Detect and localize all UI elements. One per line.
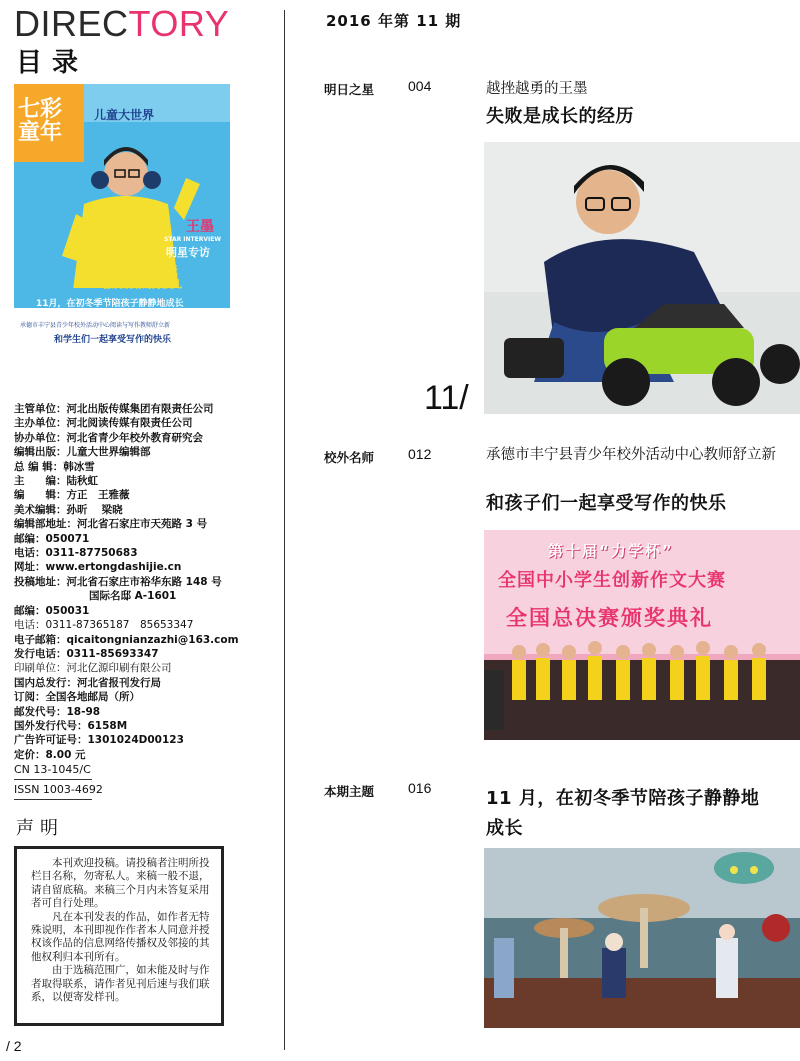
cover-slogan-2: 喜欢眼睛的男孩儿 <box>102 280 182 291</box>
cover-slogan-1: 一个喜欢蓝天 <box>118 266 178 277</box>
entry-page[interactable]: 016 <box>408 780 432 796</box>
masthead-line: 定价：8.00 元 <box>14 748 86 761</box>
cover-headline: 11月，在初冬季节陪孩子静静地成长 <box>36 299 184 309</box>
issue-big-number: 11/ <box>420 378 473 418</box>
entry-page[interactable]: 012 <box>408 446 432 462</box>
declaration-title: 声明 <box>16 818 64 839</box>
entry-title[interactable]: 失败是成长的经历 <box>486 106 634 127</box>
cn-number: CN 13-1045/C <box>14 763 91 776</box>
cover-line-2: 和学生们一起享受写作的快乐 <box>54 335 172 345</box>
masthead-line: 美术编辑：孙昕 梁晓 <box>14 503 123 516</box>
banner-line-2: 全国中小学生创新作文大赛 <box>498 570 726 591</box>
masthead-line: 广告许可证号：1301024D00123 <box>14 734 184 747</box>
photo-wonderland <box>484 848 800 1028</box>
entry-page[interactable]: 004 <box>408 78 432 94</box>
masthead-line: 邮发代号：18-98 <box>14 705 101 718</box>
entry-column: 明日之星 <box>324 82 375 97</box>
masthead-line: 投稿地址：河北省石家庄市裕华东路 148 号 <box>14 575 222 588</box>
declaration-paragraph: 凡在本刊发表的作品，如作者无特殊说明，本刊即视作作者本人同意并授权该作品的信息网络传播权及邻接的其他权利归本刊所有。 <box>31 910 210 963</box>
cover-star-cn: 明星专访 <box>166 246 210 259</box>
declaration-paragraph: 由于选稿范围广，如未能及时与作者取得联系，请作者见刊后速与我们联系，以便寄发样刊。 <box>31 964 210 1004</box>
column-divider <box>284 10 285 1050</box>
cover-name: 王墨 <box>186 219 214 235</box>
masthead-line: 邮编：050071 <box>14 532 90 545</box>
masthead-line: 主办单位：河北阅读传媒有限责任公司 <box>14 417 193 430</box>
masthead-line: 国外发行代号：6158M <box>14 719 128 732</box>
entry-subtitle: 越挫越勇的王墨 <box>486 81 588 97</box>
masthead-line: 主管单位：河北出版传媒集团有限责任公司 <box>14 403 214 415</box>
entry-column: 校外名师 <box>324 450 375 465</box>
entry-title[interactable]: 11 月，在初冬季节陪孩子静静地成长 <box>486 788 760 839</box>
masthead-line: 编 辑：方正 王雅薇 <box>14 489 130 502</box>
masthead-line: 总 编 辑：韩冰雪 <box>14 460 95 473</box>
cover-logo: 七彩 童年 <box>18 97 63 145</box>
issn-number: ISSN 1003-4692 <box>14 783 103 796</box>
banner-line-3: 全国总决赛颁奖典礼 <box>506 606 713 630</box>
directory-heading: DIRECTORY <box>14 3 230 44</box>
photo-boy-rc-car <box>484 142 800 414</box>
declaration-paragraph: 本刊欢迎投稿。请投稿者注明所投栏目名称，勿寄私人。来稿一般不退，请自留底稿。来稿三个月内未答复采用者可自行处理。 <box>31 857 210 910</box>
cover-star-en: STAR INTERVIEW <box>164 236 221 243</box>
entry-subtitle: 承德市丰宁县青少年校外活动中心教师舒立新 <box>486 447 776 463</box>
photo-award-ceremony <box>484 530 800 740</box>
masthead-info <box>14 402 239 762</box>
page-number: / 2 <box>6 1038 22 1054</box>
divider-cn <box>14 779 92 780</box>
masthead-line: 印刷单位：河北亿源印刷有限公司 <box>14 662 172 675</box>
masthead-line: 编辑部地址：河北省石家庄市天苑路 3 号 <box>14 518 208 531</box>
masthead-line: 国内总发行：河北省报刊发行局 <box>14 676 161 689</box>
masthead-line: 电话：0311-87365187 85653347 <box>14 619 194 632</box>
masthead-line: 电话：0311-87750683 <box>14 547 138 560</box>
masthead-line: 国际名邸 A-1601 <box>89 590 177 603</box>
masthead-line: 邮编：050031 <box>14 604 90 617</box>
divider-issn <box>14 799 92 800</box>
entry-title[interactable]: 和孩子们一起享受写作的快乐 <box>486 493 727 514</box>
toc-heading-cn: 目录 <box>16 48 89 78</box>
masthead-line: 编辑出版：儿童大世界编辑部 <box>14 446 151 459</box>
masthead-line: 主 编：陆秋虹 <box>14 475 98 488</box>
issue-label: 2016 年第 11 期 <box>326 12 462 30</box>
cover-brand: 儿童大世界 <box>94 108 155 122</box>
masthead-line: 协办单位：河北省青少年校外教育研究会 <box>14 431 203 444</box>
masthead-line: 发行电话：0311-85693347 <box>14 647 159 660</box>
banner-line-1: 第十届“力学杯” <box>548 542 674 560</box>
masthead-line: 网址：www.ertongdashijie.cn <box>14 561 182 574</box>
cover-line-1: 承德市丰宁县青少年校外活动中心阅读与写作教师舒立新 <box>20 322 171 329</box>
masthead-line: 电子邮箱：qicaitongnianzazhi@163.com <box>14 633 239 646</box>
masthead-line: 订阅：全国各地邮局（所） <box>14 691 140 704</box>
entry-column: 本期主题 <box>324 784 375 799</box>
declaration-box <box>14 846 224 1026</box>
magazine-cover <box>14 84 230 388</box>
